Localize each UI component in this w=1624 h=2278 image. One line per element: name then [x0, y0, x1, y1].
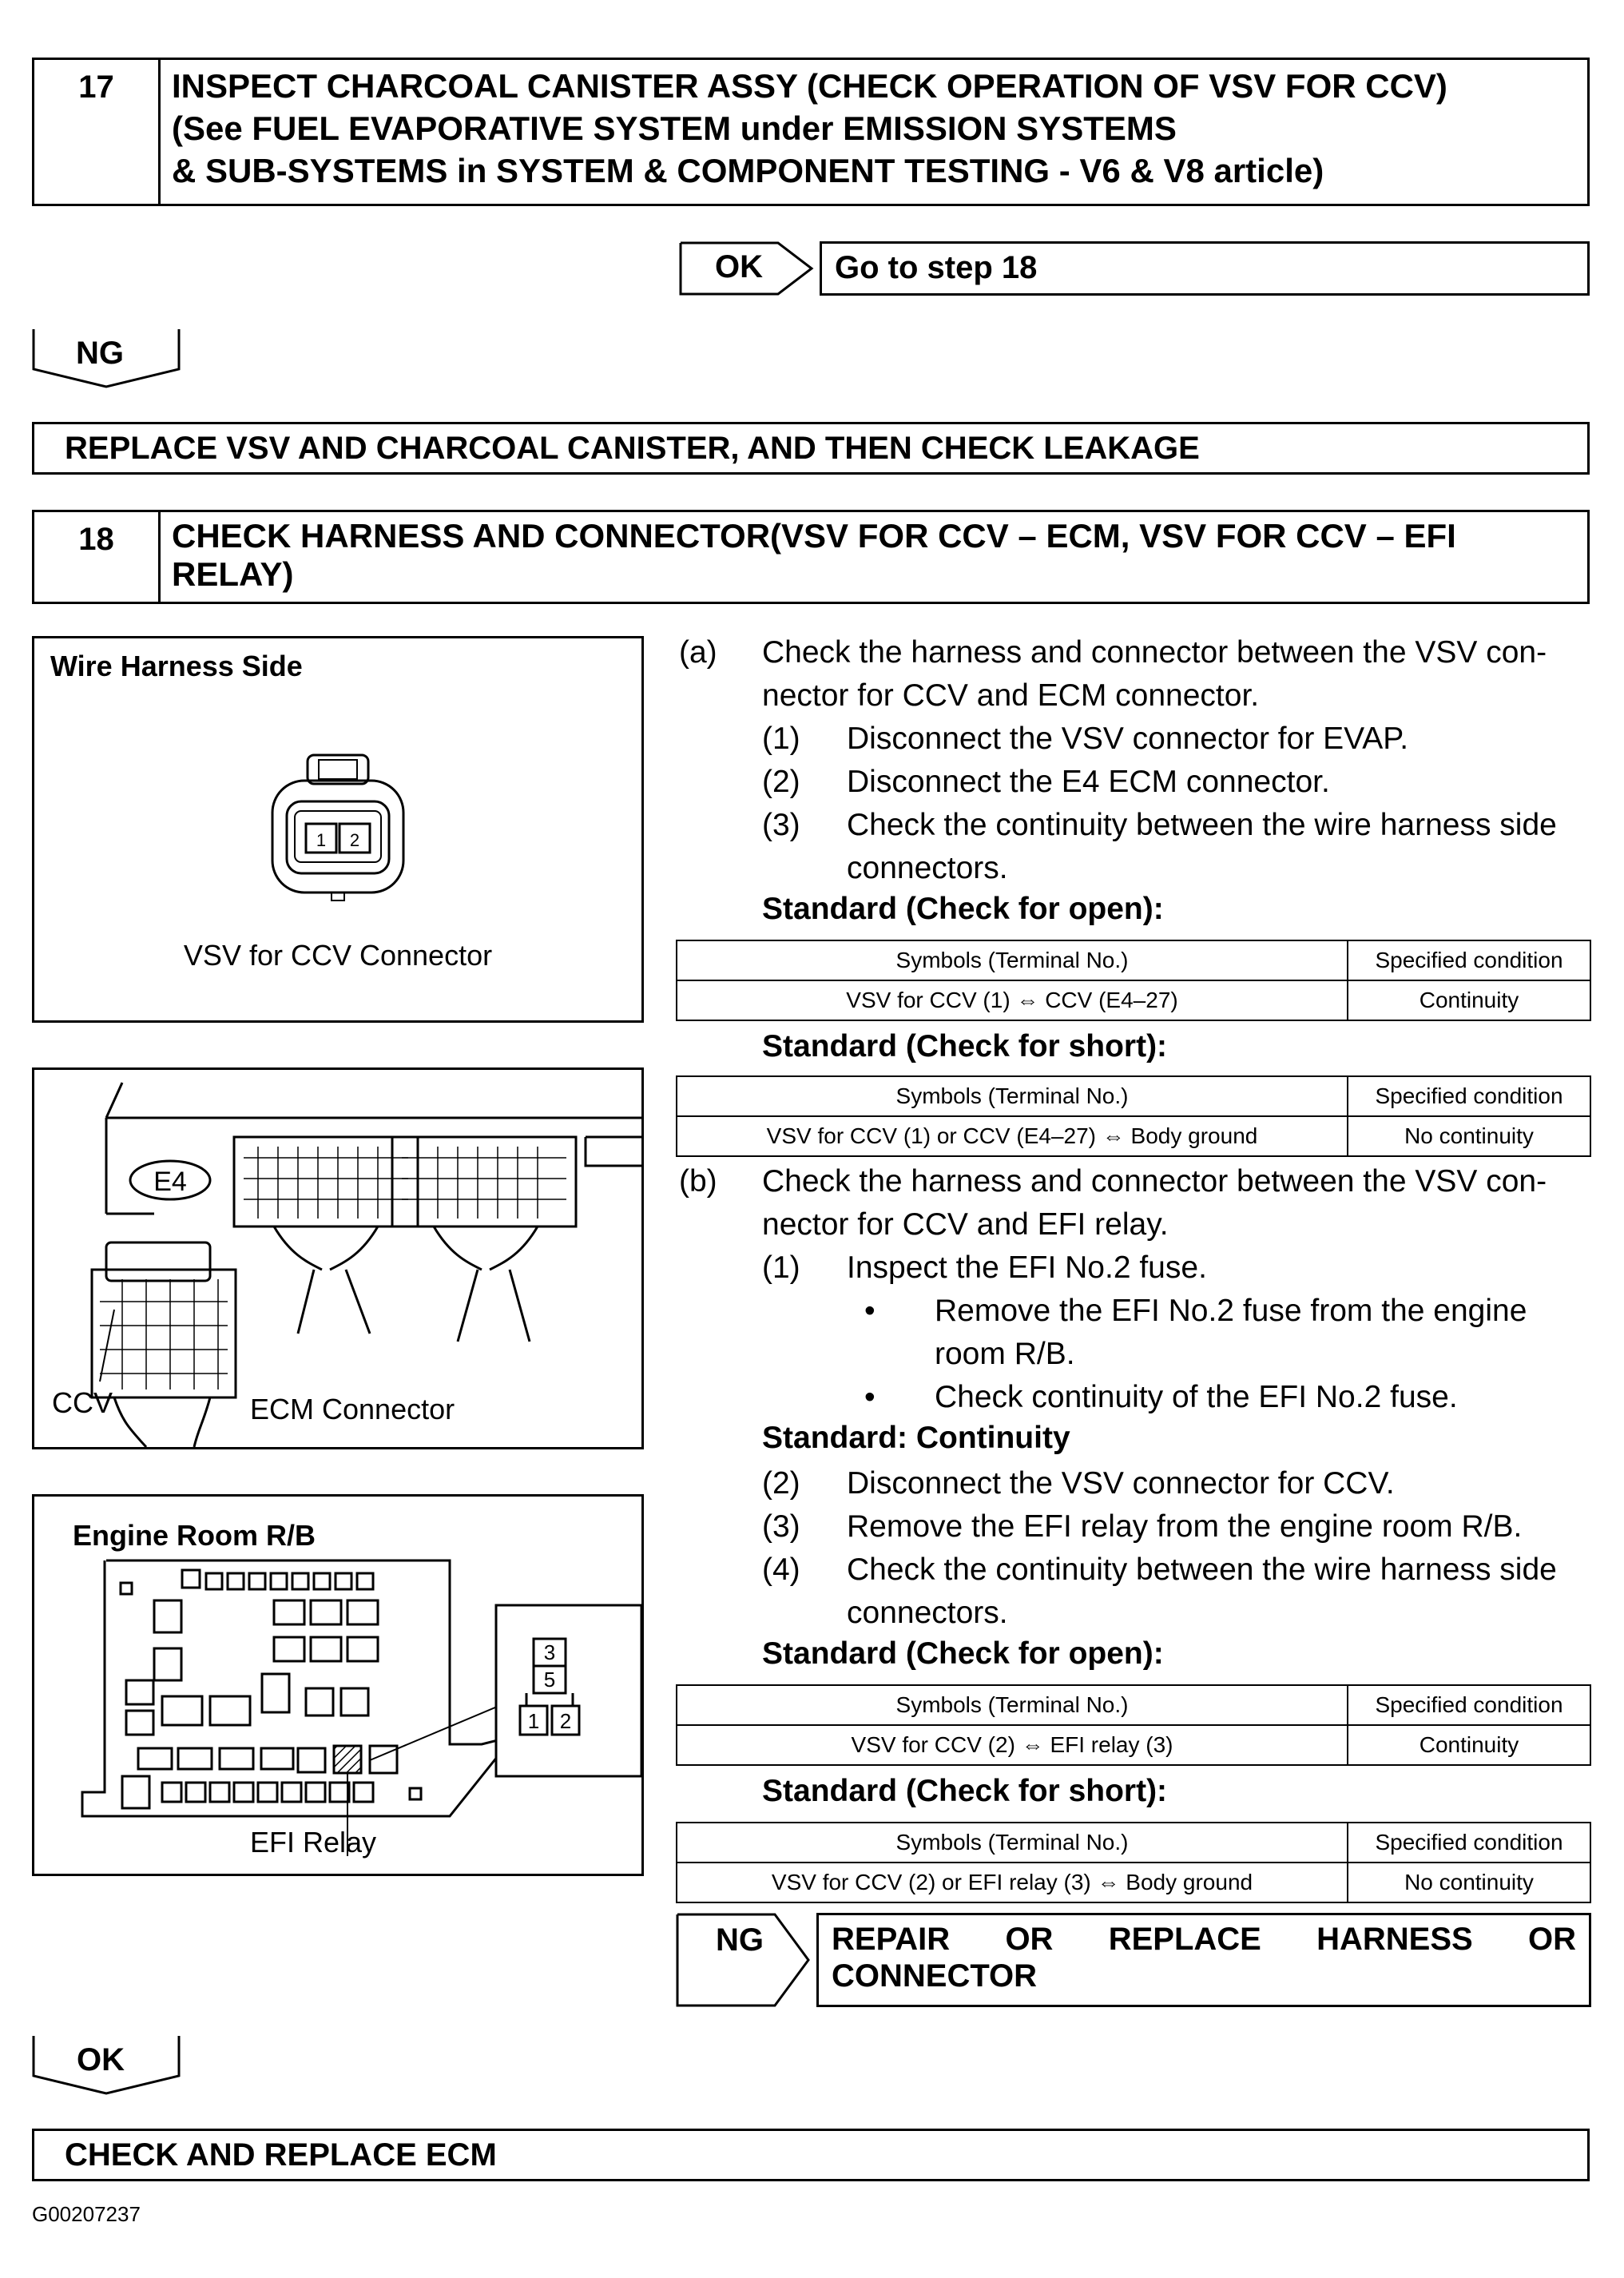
ng-flag-label: NG [76, 336, 124, 371]
check-replace-ecm-box [32, 2129, 1590, 2181]
step-title [172, 60, 1447, 192]
title-line: INSPECT CHARCOAL CANISTER ASSY (CHECK OPERATION OF VSV FOR CCV) [172, 67, 1447, 105]
figure-engine-room-rb [32, 1494, 644, 1876]
title-line: RELAY) [172, 555, 294, 593]
relay-box-drawing [34, 1497, 641, 1874]
check-replace-ecm-text: CHECK AND REPLACE ECM [65, 2137, 497, 2173]
figure-title: Wire Harness Side [50, 650, 303, 682]
table-cell: Continuity [1348, 1725, 1590, 1765]
bullet-text: Check continuity of the EFI No.2 fuse. [935, 1380, 1458, 1414]
bullet: • [864, 1380, 876, 1414]
proc-b-marker: (b) [679, 1164, 717, 1199]
repair-word: REPLACE [1108, 1922, 1261, 1957]
step-num: (1) [762, 722, 800, 756]
spec-table-short-b [676, 1822, 1591, 1903]
col-header: Symbols (Terminal No.) [677, 1685, 1348, 1725]
step-text [847, 1548, 1557, 1635]
spec-table-open-a [676, 940, 1591, 1021]
table-cell: VSV for CCV (2) or EFI relay (3) ⇔ Body ground [677, 1863, 1348, 1902]
text-line: Check the continuity between the wire harness side [847, 808, 1557, 842]
repair-word: OR [1005, 1922, 1054, 1957]
step-num: (3) [762, 808, 800, 842]
repair-line-2: CONNECTOR [832, 1958, 1038, 1994]
step-text: Disconnect the E4 ECM connector. [847, 765, 1330, 799]
title-line: & SUB-SYSTEMS in SYSTEM & COMPONENT TESTING - V6 & V8 article) [172, 152, 1324, 189]
relay-pin-label: 3 [543, 1640, 556, 1664]
step-num: (3) [762, 1509, 800, 1544]
repair-harness-box[interactable] [816, 1913, 1591, 2007]
repair-line-1 [832, 1922, 1576, 1958]
go-to-step-18-label: Go to step 18 [835, 250, 1038, 285]
footer-code: G00207237 [32, 2202, 141, 2226]
title-line: (See FUEL EVAPORATIVE SYSTEM under EMISSION SYSTEMS [172, 109, 1177, 147]
figure-wire-harness-side [32, 636, 644, 1023]
step-text: Remove the EFI relay from the engine room R/B. [847, 1509, 1523, 1544]
replace-vsv-text: REPLACE VSV AND CHARCOAL CANISTER, AND THEN CHECK LEAKAGE [65, 431, 1200, 466]
standard-open-label: Standard (Check for open): [762, 892, 1164, 926]
step-number: 17 [34, 60, 161, 204]
text-line: Check the harness and connector between the VSV con- [762, 635, 1547, 670]
text-line: nector for CCV and EFI relay. [762, 1207, 1169, 1242]
standard-open-label: Standard (Check for open): [762, 1636, 1164, 1671]
col-header: Specified condition [1348, 1685, 1590, 1725]
step-num: (4) [762, 1552, 800, 1587]
proc-b-text [762, 1160, 1590, 1246]
text-line: room R/B. [935, 1337, 1075, 1371]
table-cell: VSV for CCV (1) or CCV (E4–27) ⇔ Body ground [677, 1116, 1348, 1156]
step-text: Disconnect the VSV connector for CCV. [847, 1466, 1395, 1501]
spec-table-short-a [676, 1075, 1591, 1157]
step-text [847, 804, 1557, 890]
table-cell: No continuity [1348, 1116, 1590, 1156]
text-line: nector for CCV and ECM connector. [762, 678, 1260, 713]
text-line: connectors. [847, 851, 1008, 885]
table-cell: VSV for CCV (1) ⇔ CCV (E4–27) [677, 980, 1348, 1020]
step-title [172, 512, 1456, 594]
table-cell: VSV for CCV (2) ⇔ EFI relay (3) [677, 1725, 1348, 1765]
table-cell: No continuity [1348, 1863, 1590, 1902]
figure-caption: EFI Relay [250, 1826, 377, 1859]
repair-word: HARNESS [1316, 1922, 1473, 1957]
col-header: Specified condition [1348, 940, 1590, 980]
text-line: Check the continuity between the wire harness side [847, 1552, 1557, 1587]
step-17-header [32, 58, 1590, 206]
col-header: Symbols (Terminal No.) [677, 1076, 1348, 1116]
relay-pin-label: 2 [559, 1709, 572, 1733]
col-header: Symbols (Terminal No.) [677, 940, 1348, 980]
step-text: Inspect the EFI No.2 fuse. [847, 1250, 1207, 1285]
text-line: Check the harness and connector between the VSV con- [762, 1164, 1547, 1199]
step-num: (2) [762, 765, 800, 799]
step-number: 18 [34, 512, 161, 602]
title-line: CHECK HARNESS AND CONNECTOR(VSV FOR CCV – ECM, VSV FOR CCV – EFI [172, 517, 1456, 555]
bullet-text [935, 1290, 1527, 1376]
figure-title: Engine Room R/B [73, 1519, 316, 1552]
ccv-label: CCV [52, 1386, 113, 1419]
relay-pin-label: 5 [543, 1668, 556, 1692]
col-header: Specified condition [1348, 1076, 1590, 1116]
standard-continuity-label: Standard: Continuity [762, 1421, 1070, 1455]
bullet: • [864, 1294, 876, 1328]
e4-badge: E4 [153, 1167, 187, 1197]
ok-flag-label: OK [77, 2042, 125, 2077]
figure-caption: VSV for CCV Connector [183, 939, 493, 972]
figure-ecm-connector [32, 1067, 644, 1449]
proc-a-marker: (a) [679, 635, 717, 670]
replace-vsv-box [32, 422, 1590, 475]
pin-label: 2 [349, 830, 360, 850]
proc-a-text [762, 631, 1590, 718]
text-line: Remove the EFI No.2 fuse from the engine [935, 1294, 1527, 1328]
standard-short-label: Standard (Check for short): [762, 1029, 1168, 1063]
step-text: Disconnect the VSV connector for EVAP. [847, 722, 1409, 756]
vsv-connector-drawing [258, 750, 418, 910]
ng-flag-label: NG [716, 1922, 764, 1958]
table-cell: Continuity [1348, 980, 1590, 1020]
spec-table-open-b [676, 1684, 1591, 1766]
step-num: (1) [762, 1250, 800, 1285]
step-num: (2) [762, 1466, 800, 1501]
repair-word: REPAIR [832, 1922, 951, 1957]
text-line: connectors. [847, 1596, 1008, 1630]
go-to-step-18-box[interactable] [820, 241, 1590, 296]
step-18-header [32, 510, 1590, 604]
standard-short-label: Standard (Check for short): [762, 1774, 1168, 1808]
col-header: Specified condition [1348, 1823, 1590, 1863]
pin-label: 1 [316, 830, 327, 850]
ok-flag-label: OK [715, 249, 763, 284]
relay-pin-label: 1 [527, 1709, 540, 1733]
ecm-connector-drawing [34, 1070, 641, 1447]
col-header: Symbols (Terminal No.) [677, 1823, 1348, 1863]
repair-word: OR [1527, 1922, 1576, 1957]
figure-caption: ECM Connector [250, 1393, 455, 1425]
